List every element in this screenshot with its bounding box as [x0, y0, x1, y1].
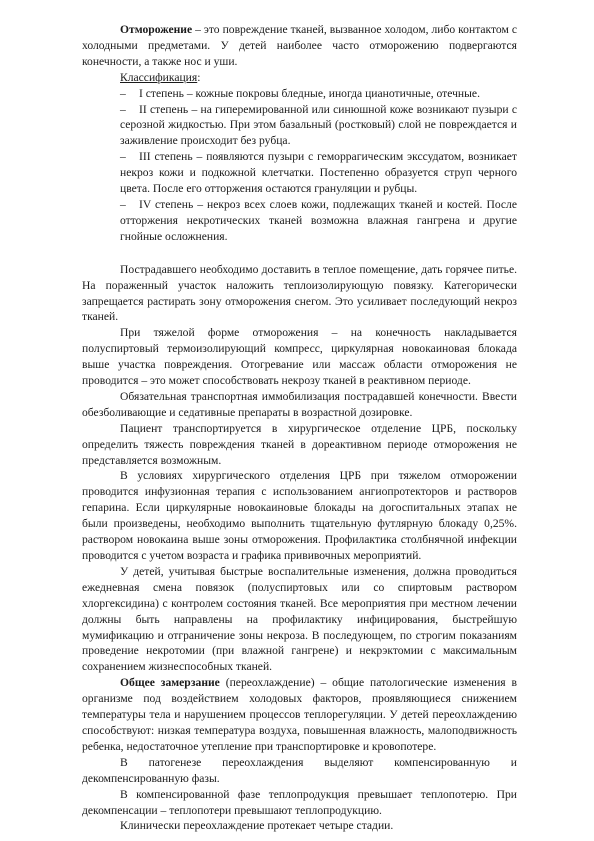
- intro-paragraph: [82, 22, 517, 70]
- general-cooling-text: (переохлаждение) – общие патологические изменения в организме под воздействием холодовых факторов, проявляющиеся снижением температуры тела и нарушением процессов теплорегуляции. У детей переохлаждению способствуют: низкая температура воздуха, повышенная влажность, малоподвижность ребенка, недостаточное утепление при транспортировке и кровопотере.: [82, 676, 517, 753]
- classification-title-tail: :: [197, 70, 201, 84]
- list-dash: –: [120, 150, 126, 164]
- closing-paragraph-2: В компенсированной фазе теплопродукция превышает теплопотерю. При декомпенсации – теплопотери превышают теплопродукцию.: [82, 787, 517, 817]
- classification-item-text: II степень – на гиперемированной или синюшной коже возникают пузыри с серозной жидкостью. При этом базальный (ростковый) слой не повреждается и заживление происходит без рубца.: [120, 102, 517, 148]
- classification-item-3: [120, 149, 517, 197]
- section-gap: [82, 245, 517, 262]
- general-cooling-term: Общее замерзание: [120, 676, 220, 690]
- classification-item-text: IV степень – некроз всех слоев кожи, подлежащих тканей и костей. После отторжения некротических тканей возможна влажная гангрена и другие гнойные осложнения.: [120, 197, 517, 243]
- list-dash: –: [120, 102, 126, 116]
- closing-paragraph-3: Клинически переохлаждение протекает четыре стадии.: [120, 819, 394, 833]
- body-paragraph-6: У детей, учитывая быстрые воспалительные изменения, должна проводиться ежедневная смена повязок (полуспиртовых или со спиртовым раствором хлоргексидина) с контролем состояния тканей. Все мероприятия при местном лечении должны быть направлены на профилактику инфицирования, быстрейшую мумификацию и отграничение зоны некроза. В последующем, по строгим показаниям проведение некротомии (при влажной гангрене) и некрэктомии с максимальным сохранением жизнеспособных тканей.: [82, 564, 517, 674]
- classification-item-text: III степень – появляются пузыри с геморрагическим экссудатом, возникает некроз кожи и подкожной клетчатки. Постепенно образуется струп черного цвета. После его отторжения остаются грануляции и рубцы.: [120, 150, 517, 196]
- classification-item-2: [120, 102, 517, 150]
- classification-item-1: [120, 86, 517, 102]
- body-paragraph-5: В условиях хирургического отделения ЦРБ при тяжелом отморожении проводится инфузионная терапия с использованием ангиопротекторов и растворов гепарина. Если циркулярные новокаиновые блокады на догоспитальных этапах не были произведены, необходимо выполнить тщательную футлярную блокаду 0,25%. раствором новокаина выше зоны отморожения. Профилактика столбнячной инфекции проводится с учетом возраста и графика прививочных мероприятий.: [82, 469, 517, 562]
- list-dash: –: [120, 197, 126, 211]
- body-paragraph-2: При тяжелой форме отморожения – на конечность накладывается полуспиртовый термоизолирующий компресс, циркулярная новокаиновая блокада выше участка повреждения. Отогревание или массаж области отморожения не проводится – это может способствовать некрозу тканей в реактивном периоде.: [82, 326, 517, 388]
- classification-heading: [120, 70, 517, 86]
- intro-term: Отморожение: [120, 23, 193, 36]
- general-cooling-paragraph: [82, 675, 517, 755]
- intro-text: – это повреждение тканей, вызванное холодом, либо контактом с холодными предметами. У детей наиболее часто отморожению подвергаются конечности, а также нос и уши.: [82, 23, 517, 68]
- classification-item-text: I степень – кожные покровы бледные, иногда цианотичные, отечные.: [139, 86, 480, 100]
- body-paragraph-3: Обязательная транспортная иммобилизация пострадавшей конечности. Ввести обезболивающие и седативные препараты в возрастной дозировке.: [82, 389, 517, 419]
- body-paragraph-1: Пострадавшего необходимо доставить в теплое помещение, дать горячее питье. На пораженный участок наложить теплоизолирующую повязку. Категорически запрещается растирать зону отморожения снегом. Это усиливает последующий некроз тканей.: [82, 262, 517, 324]
- classification-item-4: [120, 197, 517, 245]
- list-dash: –: [120, 86, 126, 100]
- body-paragraph-4: Пациент транспортируется в хирургическое отделение ЦРБ, поскольку определить тяжесть повреждения тканей в дореактивном периоде отморожения не представляется возможным.: [82, 421, 517, 467]
- classification-title: Классификация: [120, 70, 198, 84]
- closing-paragraph-1: В патогенезе переохлаждения выделяют компенсированную и декомпенсированную фазы.: [82, 755, 517, 785]
